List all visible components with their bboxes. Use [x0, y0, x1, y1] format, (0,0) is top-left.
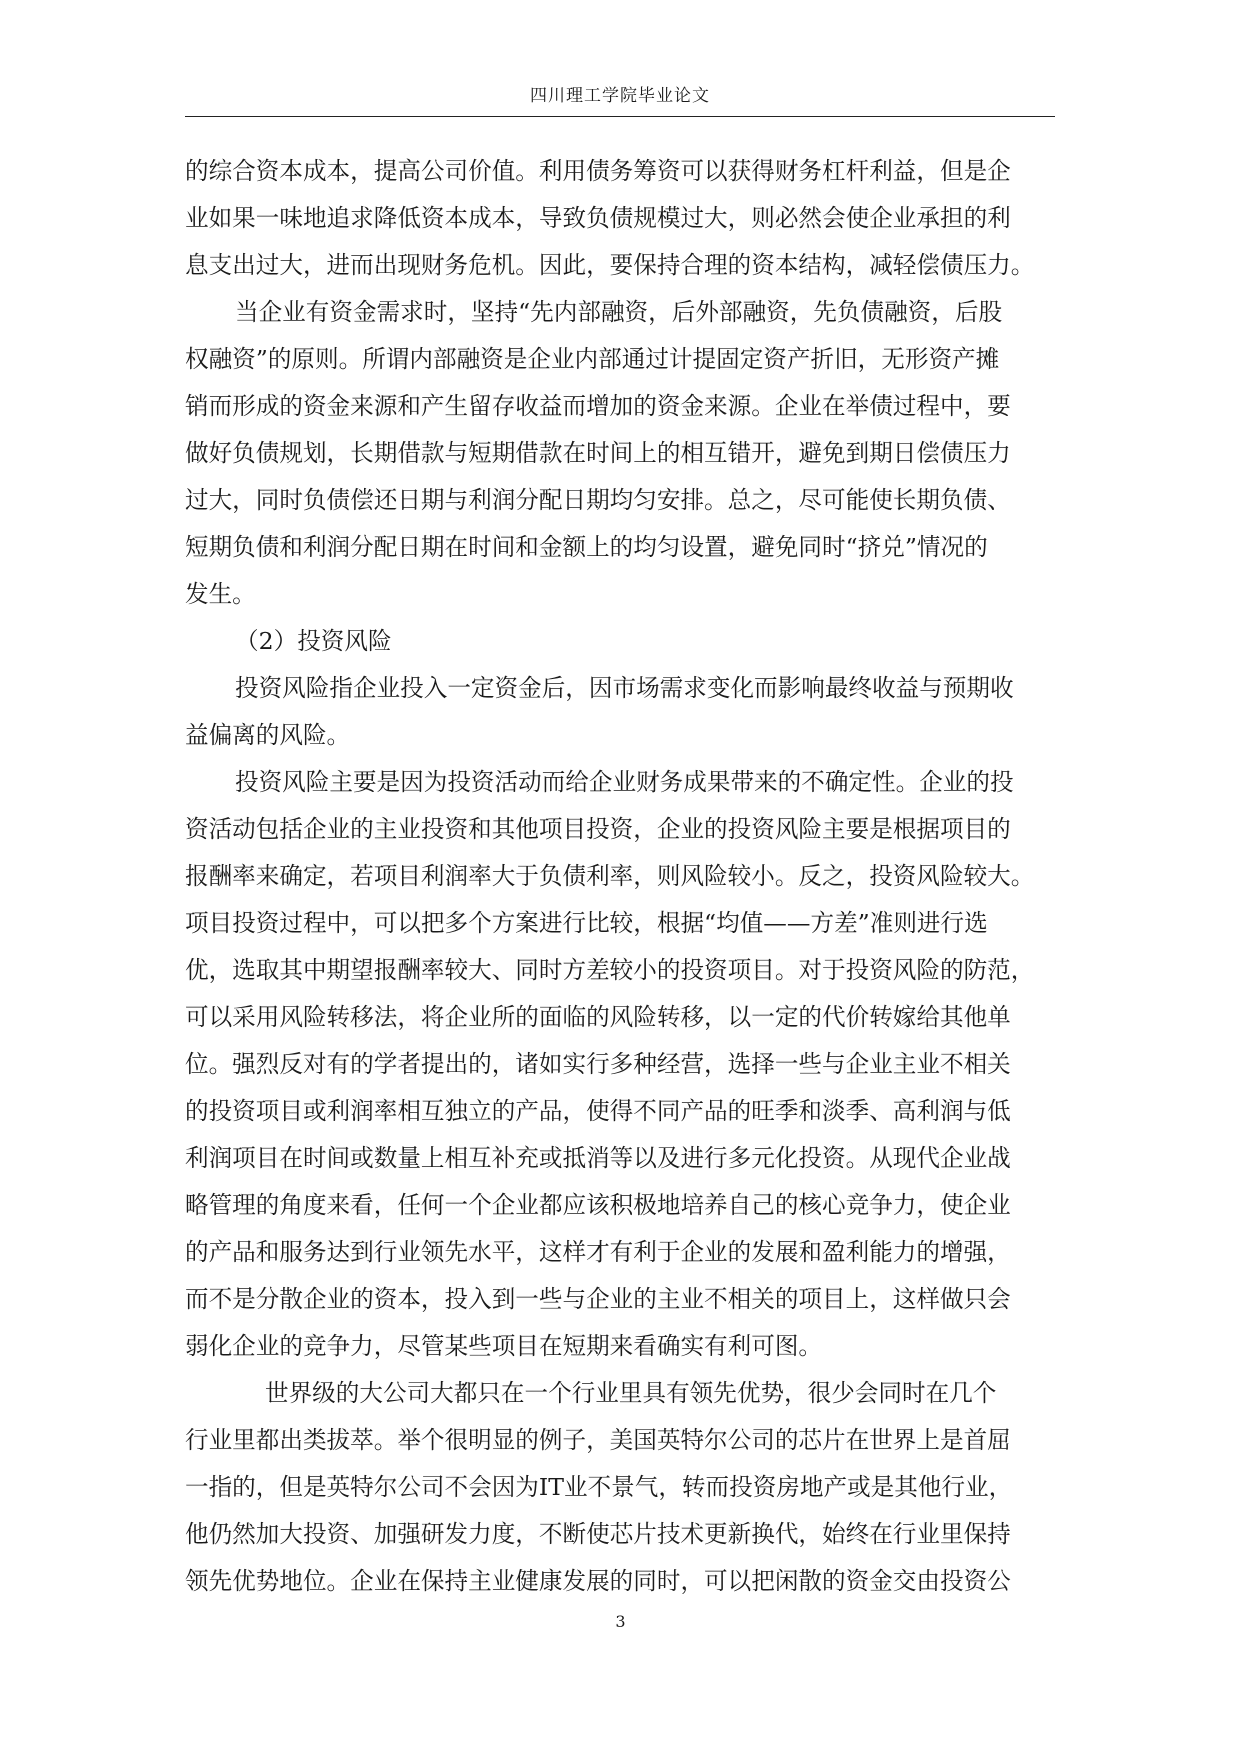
header-title: 四川理工学院毕业论文 — [530, 86, 710, 106]
text-line: 利润项目在时间或数量上相互补充或抵消等以及进行多元化投资。从现代企业战 — [185, 1144, 1011, 1172]
text-line: 略管理的角度来看，任何一个企业都应该积极地培养自己的核心竞争力，使企业 — [185, 1191, 1011, 1219]
text-line: 益偏离的风险。 — [185, 721, 351, 749]
text-line: 领先优势地位。企业在保持主业健康发展的同时，可以把闲散的资金交由投资公 — [185, 1567, 1011, 1595]
text-line: 资活动包括企业的主业投资和其他项目投资，企业的投资风险主要是根据项目的 — [185, 815, 1011, 843]
text-line: 报酬率来确定，若项目利润率大于负债利率，则风险较小。反之，投资风险较大。 — [185, 862, 1035, 890]
text-line: 投资风险主要是因为投资活动而给企业财务成果带来的不确定性。企业的投 — [235, 768, 1014, 796]
page-header — [185, 84, 1055, 117]
text-line: 的综合资本成本，提高公司价值。利用债务筹资可以获得财务杠杆利益，但是企 — [185, 157, 1011, 185]
text-line: 做好负债规划，长期借款与短期借款在时间上的相互错开，避免到期日偿债压力 — [185, 439, 1011, 467]
section-heading: （2）投资风险 — [235, 627, 392, 655]
text-line: 当企业有资金需求时，坚持“先内部融资，后外部融资，先负债融资，后股 — [235, 298, 1003, 326]
text-line: 发生。 — [185, 580, 256, 608]
text-line: 他仍然加大投资、加强研发力度，不断使芯片技术更新换代，始终在行业里保持 — [185, 1520, 1011, 1548]
text-line: 短期负债和利润分配日期在时间和金额上的均匀设置，避免同时“挤兑”情况的 — [185, 533, 988, 561]
text-line: 世界级的大公司大都只在一个行业里具有领先优势，很少会同时在几个 — [265, 1379, 997, 1407]
text-line: 位。强烈反对有的学者提出的，诸如实行多种经营，选择一些与企业主业不相关 — [185, 1050, 1011, 1078]
text-line: 而不是分散企业的资本，投入到一些与企业的主业不相关的项目上，这样做只会 — [185, 1285, 1011, 1313]
text-line: 的产品和服务达到行业领先水平，这样才有利于企业的发展和盈利能力的增强， — [185, 1238, 1011, 1266]
text-line: 弱化企业的竞争力，尽管某些项目在短期来看确实有利可图。 — [185, 1332, 823, 1360]
text-line: 行业里都出类拔萃。举个很明显的例子，美国英特尔公司的芯片在世界上是首屈 — [185, 1426, 1011, 1454]
text-line: 权融资”的原则。所谓内部融资是企业内部通过计提固定资产折旧，无形资产摊 — [185, 345, 1000, 373]
body-text — [185, 148, 1055, 1605]
text-line: 项目投资过程中，可以把多个方案进行比较，根据“均值——方差”准则进行选 — [185, 909, 988, 937]
text-line: 投资风险指企业投入一定资金后，因市场需求变化而影响最终收益与预期收 — [235, 674, 1014, 702]
text-line: 过大，同时负债偿还日期与利润分配日期均匀安排。总之，尽可能使长期负债、 — [185, 486, 1011, 514]
text-line: 业如果一味地追求降低资本成本，导致负债规模过大，则必然会使企业承担的利 — [185, 204, 1011, 232]
text-line: 销而形成的资金来源和产生留存收益而增加的资金来源。企业在举债过程中，要 — [185, 392, 1011, 420]
text-line: 的投资项目或利润率相互独立的产品，使得不同产品的旺季和淡季、高利润与低 — [185, 1097, 1011, 1125]
text-line: 优，选取其中期望报酬率较大、同时方差较小的投资项目。对于投资风险的防范， — [185, 956, 1035, 984]
text-line: 息支出过大，进而出现财务危机。因此，要保持合理的资本结构，减轻偿债压力。 — [185, 251, 1035, 279]
text-line: 可以采用风险转移法，将企业所的面临的风险转移，以一定的代价转嫁给其他单 — [185, 1003, 1011, 1031]
text-line: 一指的，但是英特尔公司不会因为IT业不景气，转而投资房地产或是其他行业， — [185, 1473, 1013, 1501]
page-number: 3 — [615, 1612, 626, 1631]
